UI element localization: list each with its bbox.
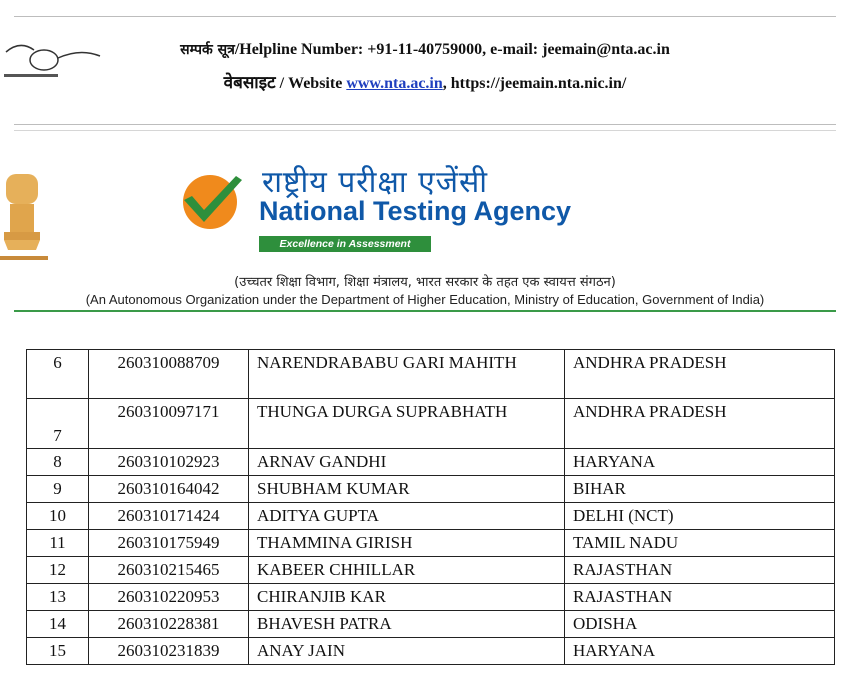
table-row [27, 611, 835, 638]
application-number: 260310228381 [89, 611, 249, 638]
green-divider [14, 310, 836, 312]
state-name: BIHAR [565, 476, 835, 503]
helpline-line [0, 40, 850, 59]
serial-number: 11 [27, 530, 89, 557]
table-row [27, 530, 835, 557]
state-name: ANDHRA PRADESH [565, 350, 835, 399]
agency-name-english: National Testing Agency [259, 196, 572, 226]
nta-logo-icon [176, 170, 248, 232]
agency-name-hindi: राष्ट्रीय परीक्षा एजेंसी [262, 165, 489, 200]
state-name: DELHI (NCT) [565, 503, 835, 530]
state-name: RAJASTHAN [565, 584, 835, 611]
serial-number: 8 [27, 449, 89, 476]
application-number: 260310231839 [89, 638, 249, 665]
toppers-table [26, 349, 835, 665]
application-number: 260310164042 [89, 476, 249, 503]
candidate-name: KABEER CHHILLAR [249, 557, 565, 584]
top-rule [14, 16, 836, 17]
serial-number: 9 [27, 476, 89, 503]
state-name: HARYANA [565, 638, 835, 665]
candidate-name: ANAY JAIN [249, 638, 565, 665]
application-number: 260310171424 [89, 503, 249, 530]
application-number: 260310175949 [89, 530, 249, 557]
table-row [27, 476, 835, 503]
serial-number: 6 [27, 350, 89, 399]
candidate-name: ARNAV GANDHI [249, 449, 565, 476]
application-number: 260310215465 [89, 557, 249, 584]
website-line [0, 70, 850, 93]
table-row [27, 557, 835, 584]
helpline-hindi-prefix: सम्पर्क सूत्र [180, 42, 235, 58]
table-row [27, 350, 835, 399]
table-row [27, 638, 835, 665]
candidate-name: THAMMINA GIRISH [249, 530, 565, 557]
candidate-name: SHUBHAM KUMAR [249, 476, 565, 503]
serial-number: 14 [27, 611, 89, 638]
state-name: RAJASTHAN [565, 557, 835, 584]
table-row [27, 503, 835, 530]
application-number: 260310088709 [89, 350, 249, 399]
serial-number: 15 [27, 638, 89, 665]
application-number: 260310102923 [89, 449, 249, 476]
application-number: 260310097171 [89, 399, 249, 449]
agency-tagline: Excellence in Assessment [259, 236, 431, 252]
state-name: ANDHRA PRADESH [565, 399, 835, 449]
serial-number: 12 [27, 557, 89, 584]
candidate-name: BHAVESH PATRA [249, 611, 565, 638]
serial-number: 13 [27, 584, 89, 611]
candidate-name: ADITYA GUPTA [249, 503, 565, 530]
website-sep: / Website [275, 75, 347, 92]
state-name: TAMIL NADU [565, 530, 835, 557]
application-number: 260310220953 [89, 584, 249, 611]
website-link[interactable]: www.nta.ac.in [346, 75, 443, 92]
website-rest: , https://jeemain.nta.nic.in/ [442, 75, 627, 92]
helpline-text: /Helpline Number: +91-11-40759000, e-mail: jeemain@nta.ac.in [234, 41, 670, 58]
candidate-name: CHIRANJIB KAR [249, 584, 565, 611]
table-row [27, 399, 835, 449]
header-rule-2 [14, 130, 836, 131]
state-name: ODISHA [565, 611, 835, 638]
table-row [27, 584, 835, 611]
state-name: HARYANA [565, 449, 835, 476]
candidate-name: THUNGA DURGA SUPRABHATH [249, 399, 565, 449]
serial-number: 7 [27, 399, 89, 449]
candidate-name: NARENDRABABU GARI MAHITH [249, 350, 565, 399]
table-row [27, 449, 835, 476]
website-hindi: वेबसाइट [223, 73, 276, 93]
serial-number: 10 [27, 503, 89, 530]
state-emblem-icon [0, 170, 60, 265]
subtitle-english: (An Autonomous Organization under the Department of Higher Education, Ministry of Education, Government of India) [85, 292, 765, 307]
header-rule [14, 124, 836, 125]
subtitle-hindi: (उच्चतर शिक्षा विभाग, शिक्षा मंत्रालय, भारत सरकार के तहत एक स्वायत्त संगठन) [234, 275, 616, 290]
